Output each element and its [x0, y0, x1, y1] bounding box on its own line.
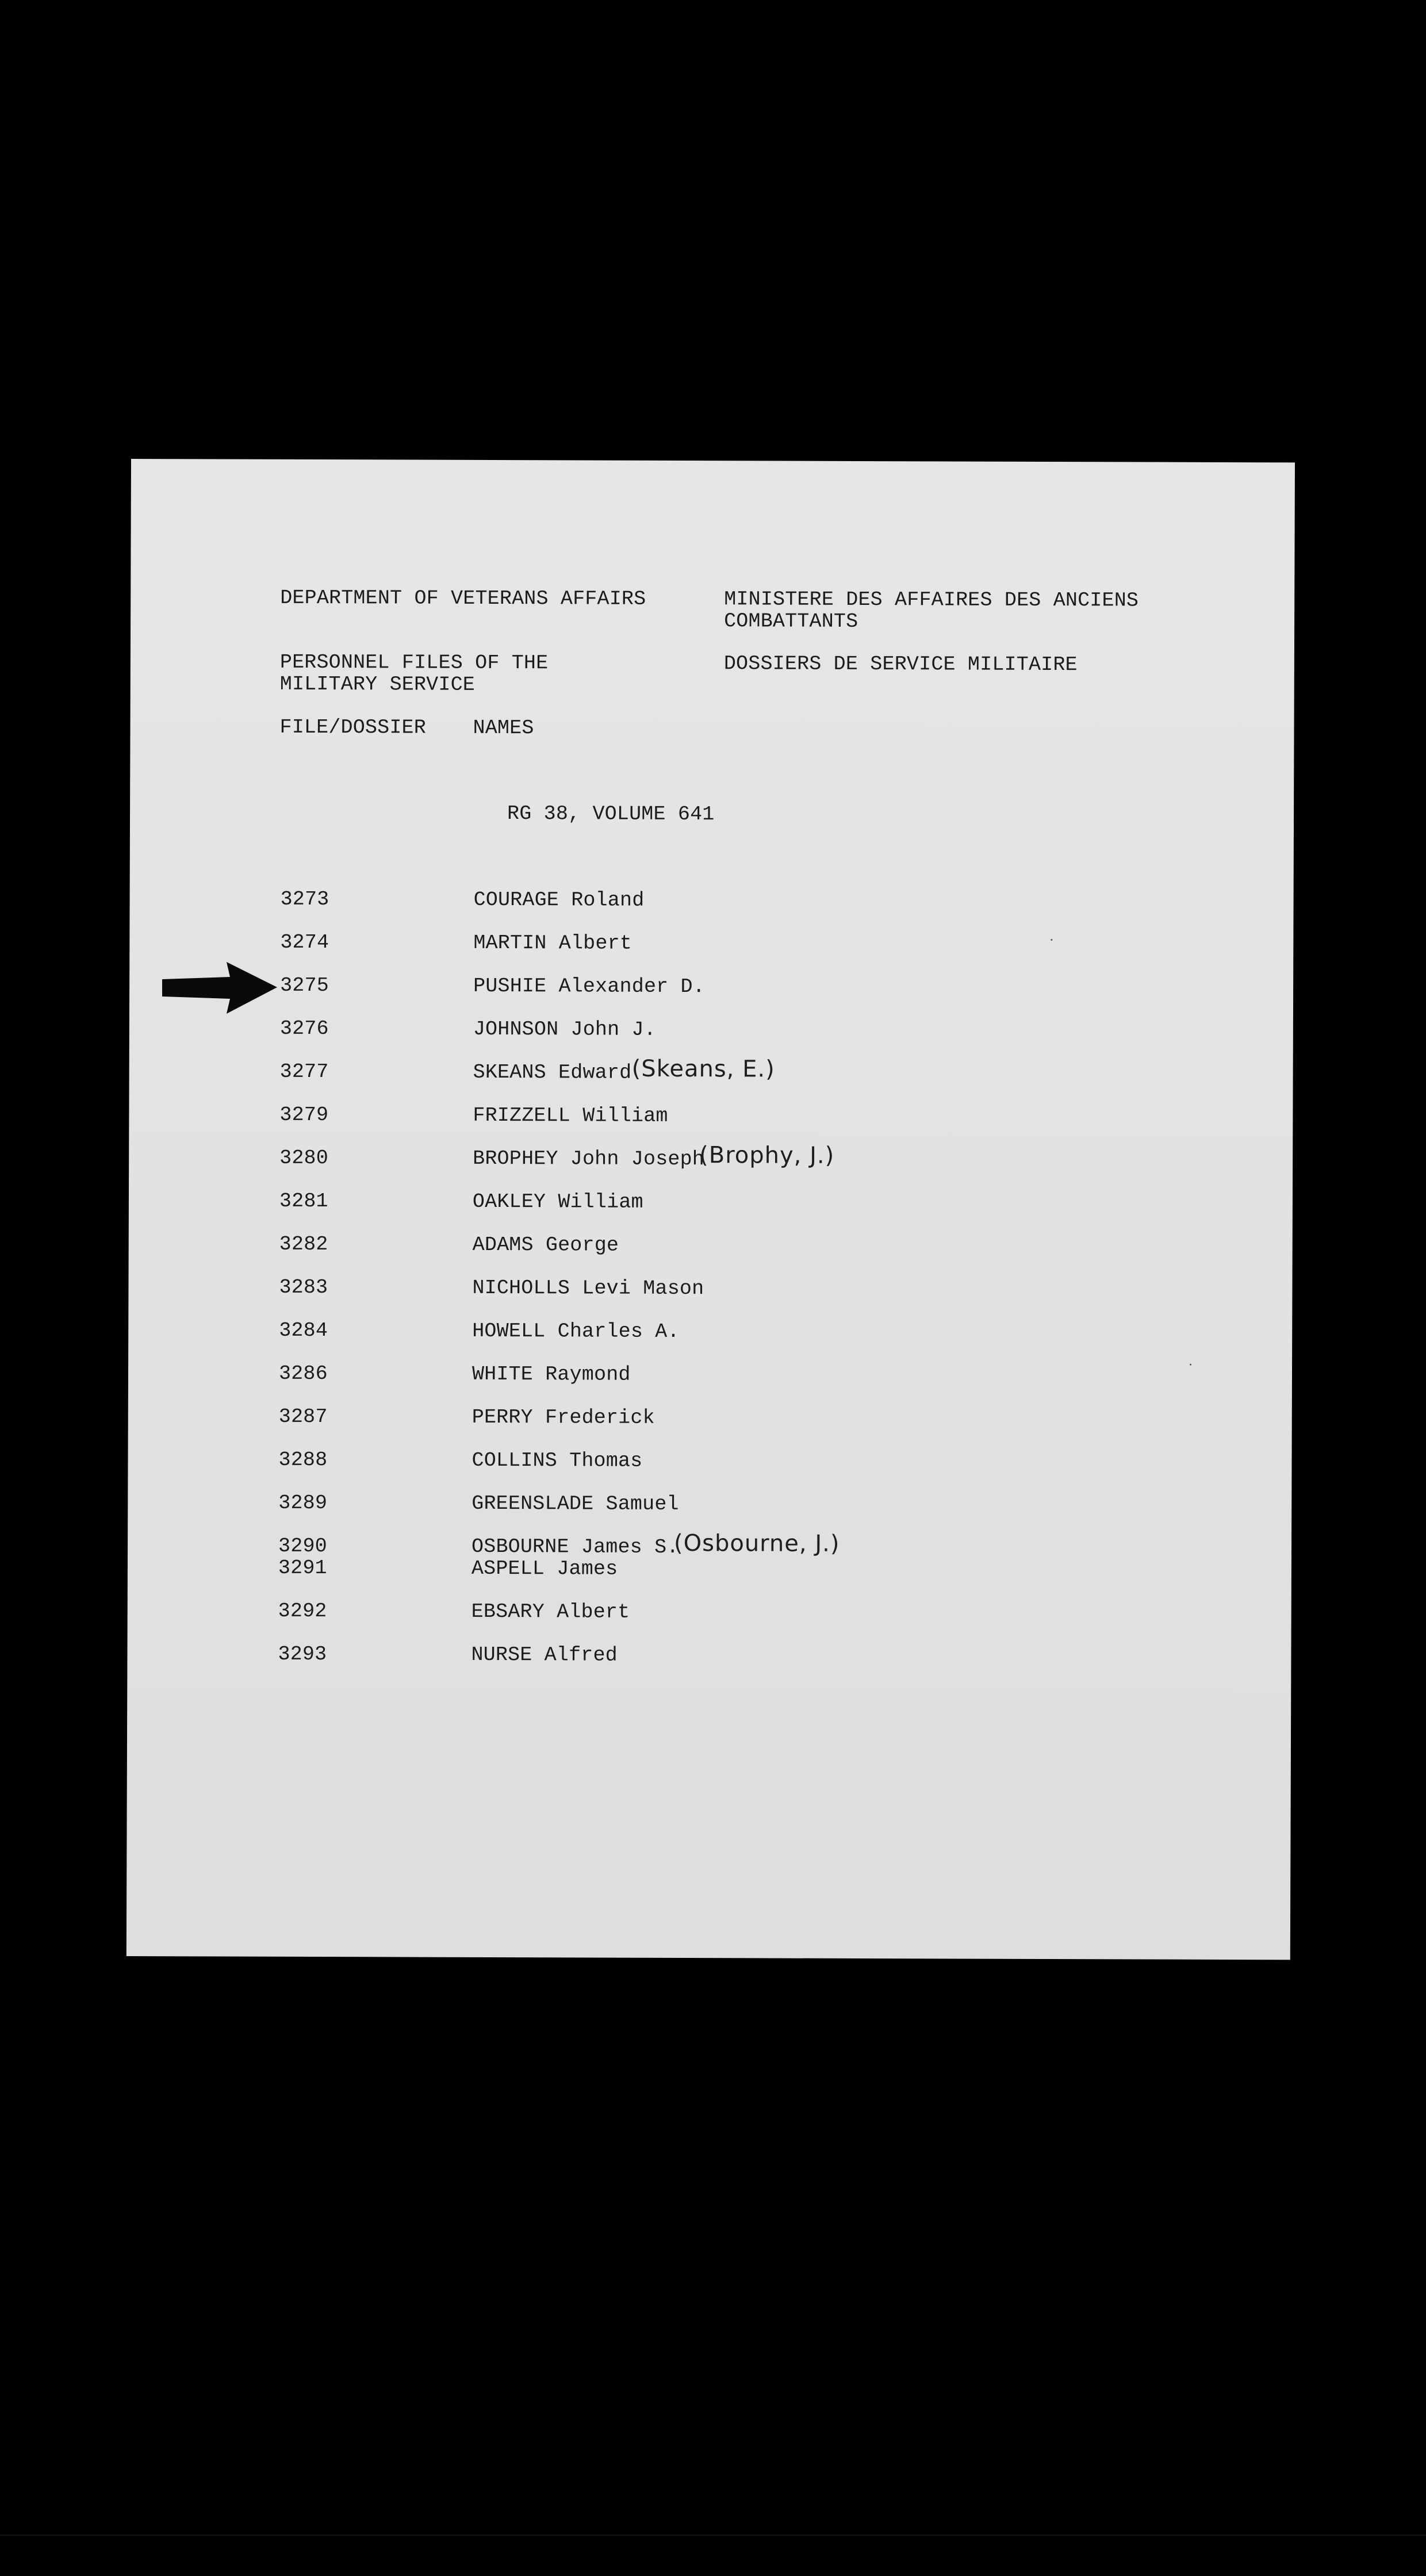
record-file-number: 3292 [278, 1599, 327, 1623]
handwritten-annotation: (Brophy, J.) [699, 1142, 835, 1169]
record-name: COLLINS Thomas [471, 1448, 643, 1473]
record-file-number: 3273 [280, 887, 329, 911]
record-name: SKEANS Edward [473, 1060, 632, 1084]
record-name: NURSE Alfred [471, 1643, 618, 1667]
record-file-number: 3276 [279, 1017, 329, 1041]
record-file-number: 3293 [278, 1642, 327, 1666]
record-file-number: 3277 [279, 1060, 329, 1084]
header-department-fr-cont: COMBATTANTS [724, 610, 858, 633]
document-page [126, 459, 1295, 1960]
record-name: JOHNSON John J. [473, 1017, 657, 1041]
record-file-number: 3291 [278, 1556, 327, 1580]
record-file-number: 3287 [278, 1405, 328, 1429]
column-header-names: NAMES [473, 716, 534, 740]
record-file-number: 3274 [280, 930, 329, 954]
handwritten-annotation: (Osbourne, J.) [674, 1529, 840, 1557]
header-personnel-files: PERSONNEL FILES OF THE [279, 650, 549, 675]
record-name: EBSARY Albert [471, 1600, 630, 1624]
scan-edge-line [0, 2535, 1426, 2536]
column-header-file: FILE/DOSSIER [279, 715, 427, 739]
record-name: OSBOURNE James S. [471, 1535, 679, 1559]
record-file-number: 3279 [279, 1103, 329, 1127]
record-name: HOWELL Charles A. [472, 1319, 680, 1344]
record-name: GREENSLADE Samuel [471, 1492, 679, 1516]
record-file-number: 3289 [278, 1491, 328, 1515]
header-military-service: MILITARY SERVICE [279, 672, 476, 696]
record-file-number: 3281 [279, 1189, 328, 1213]
record-name: ASPELL James [471, 1557, 618, 1581]
paper-speck [1190, 1364, 1191, 1366]
record-name: MARTIN Albert [473, 931, 632, 955]
record-name: COURAGE Roland [473, 888, 645, 912]
handwritten-annotation: (Skeans, E.) [631, 1055, 775, 1083]
record-name: BROPHEY John Joseph [473, 1147, 705, 1171]
record-name: OAKLEY William [472, 1190, 643, 1214]
record-file-number: 3286 [278, 1362, 328, 1386]
header-dossiers: DOSSIERS DE SERVICE MILITAIRE [723, 652, 1078, 677]
header-department-fr: MINISTERE DES AFFAIRES DES ANCIENS [724, 588, 1139, 612]
paper-speck [1051, 939, 1052, 941]
record-file-number: 3284 [279, 1318, 328, 1343]
volume-label: RG 38, VOLUME 641 [507, 802, 715, 826]
record-name: PERRY Frederick [471, 1405, 655, 1429]
arrow-right-icon [162, 962, 277, 1014]
record-file-number: 3282 [279, 1232, 328, 1256]
record-file-number: 3288 [278, 1448, 328, 1472]
record-name: FRIZZELL William [473, 1103, 668, 1128]
record-name: WHITE Raymond [471, 1362, 631, 1386]
record-name: PUSHIE Alexander D. [473, 974, 706, 999]
record-file-number: 3275 [280, 973, 329, 998]
header-department-en: DEPARTMENT OF VETERANS AFFAIRS [280, 586, 646, 611]
record-file-number: 3290 [278, 1534, 327, 1558]
record-name: ADAMS George [472, 1233, 619, 1257]
record-file-number: 3280 [279, 1146, 329, 1170]
record-name: NICHOLLS Levi Mason [472, 1276, 704, 1301]
record-file-number: 3283 [279, 1275, 328, 1300]
